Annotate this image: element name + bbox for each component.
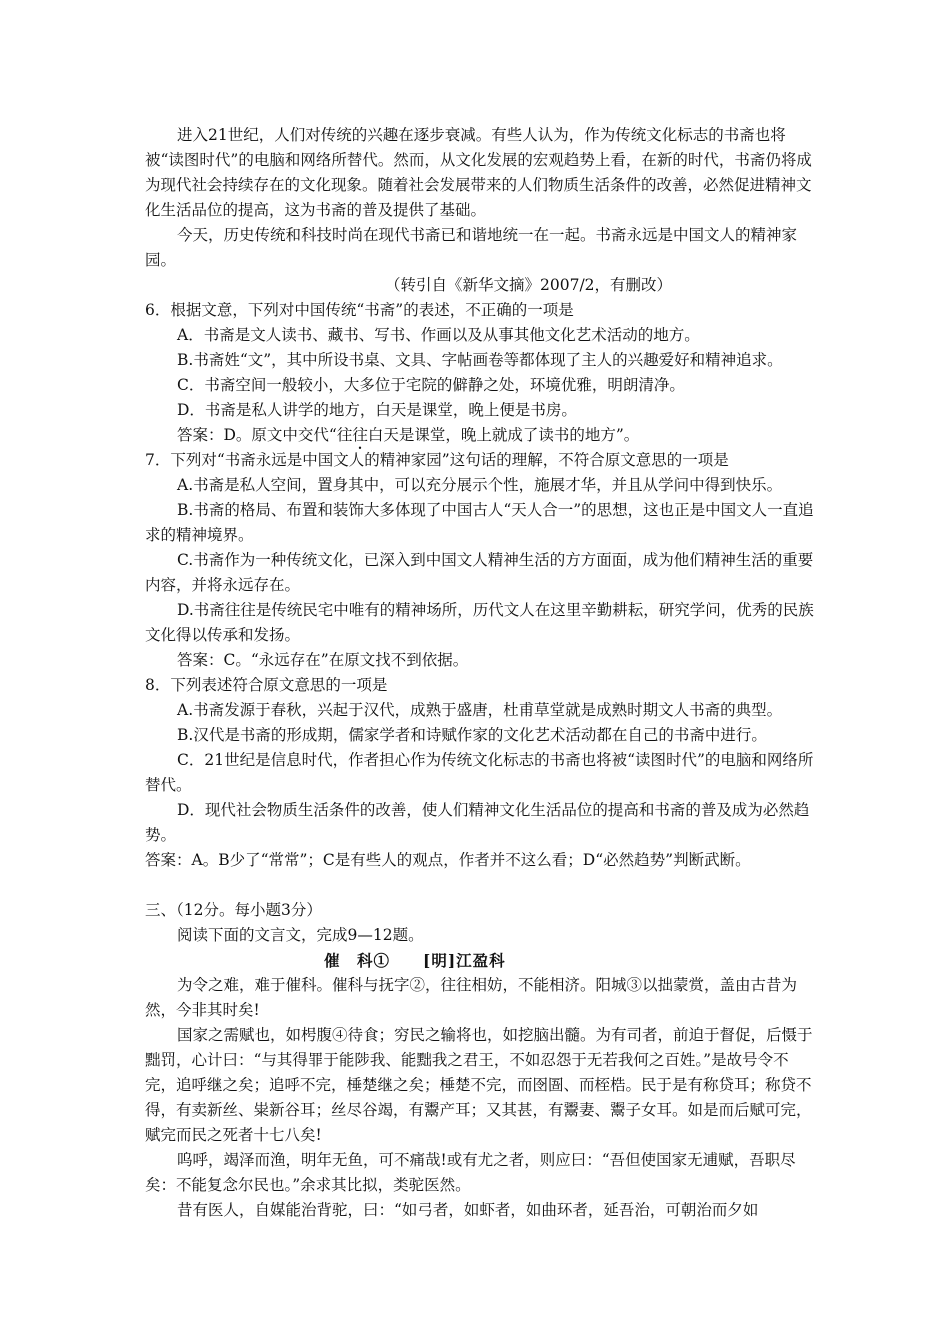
- question-7-stem: 7．下列对“书斋永远是中国文人的精神家园”这句话的理解，不符合原文意思的一项是: [145, 451, 729, 469]
- classical-paragraph-1: 为令之难，难于催科。催科与抚字②，往往相妨，不能相济。阳城③以拙蒙赏，盖由古昔为然，今非其时矣!: [145, 976, 798, 1019]
- section-3-heading: 三、（12分。每小题3分）: [145, 901, 322, 919]
- question-7-option-d: D.书斋往往是传统民宅中唯有的精神场所，历代文人在这里辛勤耕耘，研究学问，优秀的民族文化得以传承和发扬。: [145, 601, 814, 644]
- question-8-option-b: B.汉代是书斋的形成期，儒家学者和诗赋作家的文化艺术活动都在自己的书斋中进行。: [177, 726, 767, 744]
- question-8-answer: 答案：A。B少了“常常”；C是有些人的观点，作者并不这么看；D“必然趋势”判断武断。: [145, 851, 751, 869]
- classical-paragraph-4: 昔有医人，自媒能治背驼，曰：“如弓者，如虾者，如曲环者，延吾治，可朝治而夕如: [177, 1201, 759, 1219]
- classical-paragraph-3: 呜呼，竭泽而渔，明年无鱼，可不痛哉!或有尤之者，则应曰：“吾但使国家无逋赋，吾职尽矣：不能复念尔民也。”余求其比拟，类驼医然。: [145, 1151, 796, 1194]
- classical-text-title: 催 科① [明]江盈科: [324, 951, 506, 970]
- question-8-option-a: A.书斋发源于春秋，兴起于汉代，成熟于盛唐，杜甫草堂就是成熟时期文人书斋的典型。: [177, 701, 783, 719]
- question-6-answer: 答案：D。原文中交代“往往白天是课堂，晚上就成了读书的地方”。: [177, 426, 640, 444]
- question-8-stem: 8．下列表述符合原文意思的一项是: [145, 676, 388, 694]
- question-6-option-a: A．书斋是文人读书、藏书、写书、作画以及从事其他文化艺术活动的地方。: [177, 326, 700, 344]
- question-6-option-c: C．书斋空间一般较小，大多位于宅院的僻静之处，环境优雅，明朗清净。: [177, 376, 685, 394]
- classical-paragraph-2: 国家之需赋也，如枵腹④待食；穷民之输将也，如挖脑出髓。为有司者，前迫于督促，后慑于黜罚，心计曰：“与其得罪于能陟我、能黜我之君王，不如忍怨于无若我何之百姓。”是故号令不完，追呼继之矣；追呼不完，棰楚继之矣；棰楚不完，而囹圄、而桎梏。民于是有称贷耳；称贷不得，有卖新丝、粜新谷耳；丝尽谷竭，有鬻产耳；又其甚，有鬻妻、鬻子女耳。如是而后赋可完，赋完而民之死者十七八矣!: [145, 1026, 813, 1144]
- question-8-option-d: D．现代社会物质生活条件的改善，使人们精神文化生活品位的提高和书斋的普及成为必然趋势。: [145, 801, 810, 844]
- passage-paragraph-1: 进入21世纪，人们对传统的兴趣在逐步衰减。有些人认为，作为传统文化标志的书斋也将被“读图时代”的电脑和网络所替代。然而，从文化发展的宏观趋势上看，在新的时代，书斋仍将成为现代社会持续存在的文化现象。随着社会发展带来的人们物质生活条件的改善，必然促进精神文化生活品位的提高，这为书斋的普及提供了基础。: [145, 126, 812, 219]
- question-6-stem: 6．根据文意，下列对中国传统“书斋”的表述，不正确的一项是: [145, 301, 574, 319]
- question-6-option-d: D．书斋是私人讲学的地方，白天是课堂，晚上便是书房。: [177, 401, 577, 419]
- question-7-option-a: A.书斋是私人空间，置身其中，可以充分展示个性，施展才华，并且从学问中得到快乐。: [177, 476, 783, 494]
- section-3-instruction: 阅读下面的文言文，完成9—12题。: [177, 926, 424, 944]
- question-7-option-c: C.书斋作为一种传统文化，已深入到中国文人精神生活的方方面面，成为他们精神生活的重要内容，并将永远存在。: [145, 551, 814, 594]
- question-7-answer: 答案：C。“永远存在”在原文找不到依据。: [177, 651, 469, 669]
- source-citation: （转引自《新华文摘》2007/2，有删改）: [385, 276, 673, 294]
- passage-paragraph-2: 今天，历史传统和科技时尚在现代书斋已和谐地统一在一起。书斋永远是中国文人的精神家园。: [145, 226, 798, 269]
- question-7-option-b: B.书斋的格局、布置和装饰大多体现了中国古人“天人合一”的思想，这也正是中国文人一直追求的精神境界。: [145, 501, 814, 544]
- emphasis-dot-char: 往: [352, 426, 368, 444]
- question-8-option-c: C．21世纪是信息时代，作者担心作为传统文化标志的书斋也将被“读图时代”的电脑和网络所替代。: [145, 751, 814, 794]
- question-6-option-b: B.书斋姓“文”，其中所设书桌、文具、字帖画卷等都体现了主人的兴趣爱好和精神追求。: [177, 351, 783, 369]
